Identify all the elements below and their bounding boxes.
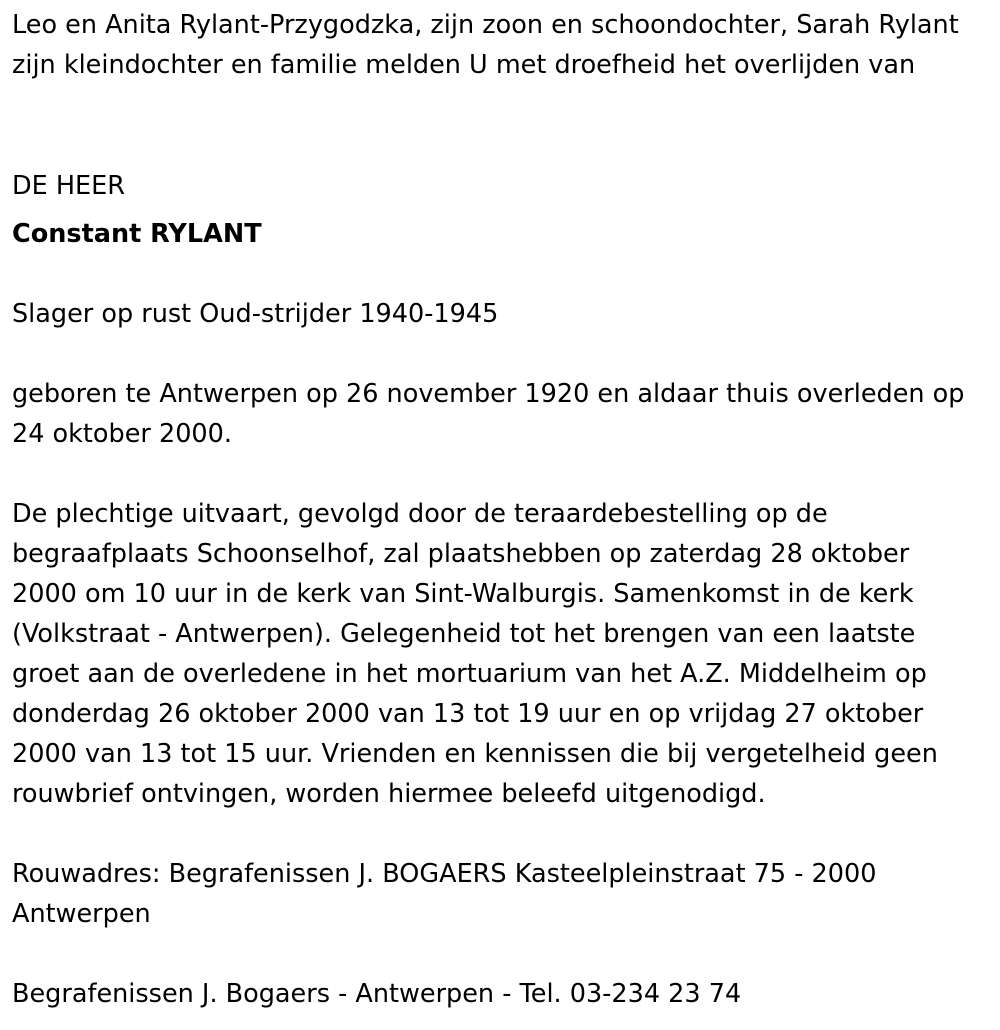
mourning-address: Rouwadres: Begrafenissen J. BOGAERS Kasteelpleinstraat 75 - 2000 Antwerpen <box>12 859 877 929</box>
occupation-line: Slager op rust Oud-strijder 1940-1945 <box>12 299 499 329</box>
funeral-home-footer: Begrafenissen J. Bogaers - Antwerpen - Tel. 03-234 23 74 <box>12 979 742 1009</box>
birth-death-paragraph: geboren te Antwerpen op 26 november 1920 en aldaar thuis overleden op 24 oktober 2000. <box>12 379 965 449</box>
ceremony-paragraph: De plechtige uitvaart, gevolgd door de teraardebestelling op de begraafplaats Schoonselhof, zal plaatshebben op zaterdag 28 oktober 2000 om 10 uur in de kerk van Sint-Walburgis. Samenkomst in de kerk (Volkstraat - Antwerpen). Gelegenheid tot het brengen van een laatste groet aan de overledene in het mortuarium van het A.Z. Middelheim op donderdag 26 oktober 2000 van 13 tot 19 uur en op vrijdag 27 oktober 2000 van 13 tot 15 uur. Vrienden en kennissen die bij vergetelheid geen rouwbrief ontvingen, worden hiermee beleefd uitgenodigd. <box>12 499 938 809</box>
intro-paragraph: Leo en Anita Rylant-Przygodzka, zijn zoon en schoondochter, Sarah Rylant zijn kleindochter en familie melden U met droefheid het overlijden van <box>12 10 959 80</box>
honorific-title: DE HEER <box>12 171 125 201</box>
deceased-name: Constant RYLANT <box>12 219 262 249</box>
